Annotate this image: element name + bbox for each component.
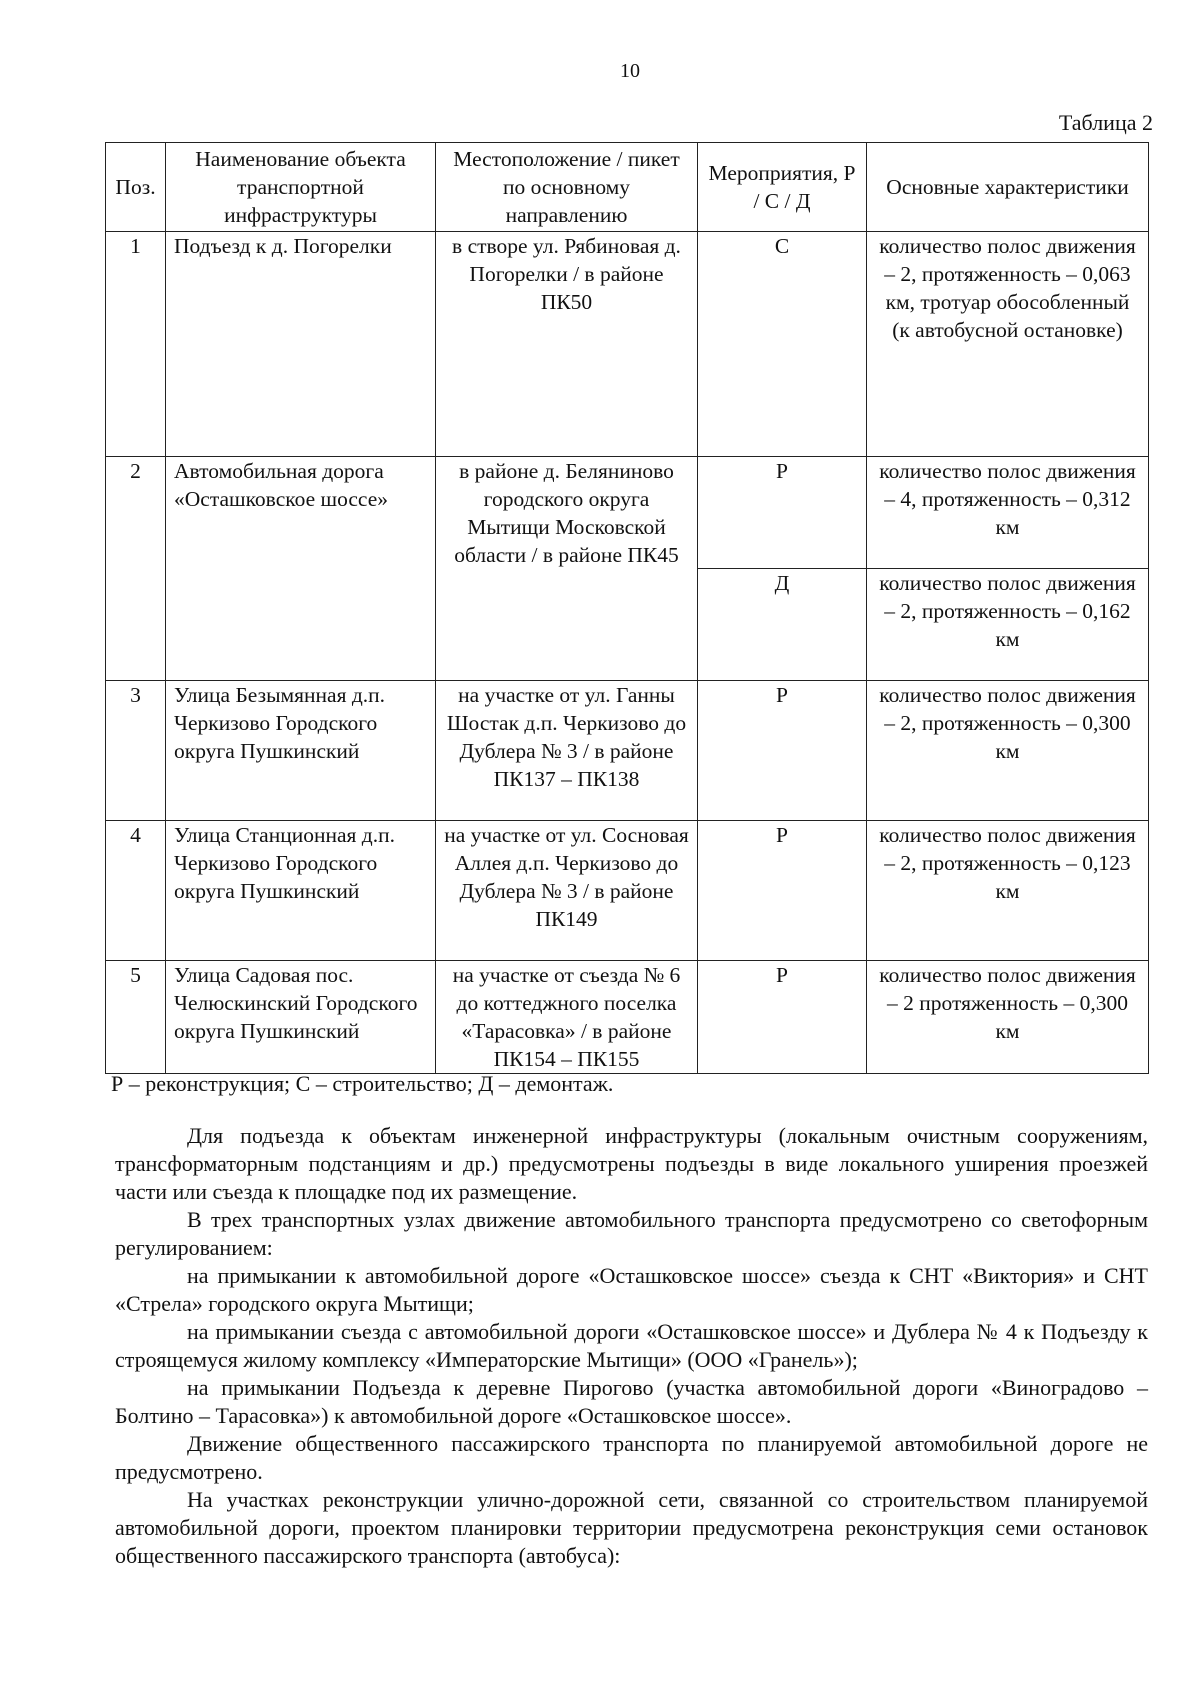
- row-characteristics-b: количество полос движения – 2, протяженность – 0,162 км: [867, 569, 1149, 681]
- row-name: Подъезд к д. Погорелки: [166, 232, 436, 457]
- body-text: [115, 1122, 1148, 1570]
- table-row: [106, 457, 1149, 569]
- header-characteristics: Основные характеристики: [867, 143, 1149, 232]
- paragraph: на примыкании к автомобильной дороге «Осташковское шоссе» съезда к СНТ «Виктория» и СНТ «Стрела» городского округа Мытищи;: [115, 1263, 1148, 1316]
- row-location: на участке от ул. Сосновая Аллея д.п. Черкизово до Дублера № 3 / в районе ПК149: [436, 821, 698, 961]
- row-pos: 4: [106, 821, 166, 961]
- table-row: [106, 232, 1149, 457]
- paragraph: Для подъезда к объектам инженерной инфраструктуры (локальным очистным сооружениям, трансформаторным подстанциям и др.) предусмотрены подъезды в виде локального уширения проезжей части или съезда к площадке под их размещение.: [115, 1123, 1148, 1204]
- paragraph: Движение общественного пассажирского транспорта по планируемой автомобильной дороге не предусмотрено.: [115, 1431, 1148, 1484]
- row-pos: 5: [106, 961, 166, 1074]
- table-legend: Р – реконструкция; С – строительство; Д – демонтаж.: [111, 1071, 614, 1096]
- header-pos: Поз.: [106, 143, 166, 232]
- row-name: Улица Безымянная д.п. Черкизово Городского округа Пушкинский: [166, 681, 436, 821]
- infrastructure-table: [105, 142, 1149, 1074]
- table-caption: Таблица 2: [1058, 110, 1153, 135]
- row-pos: 2: [106, 457, 166, 681]
- row-action: Р: [698, 961, 867, 1074]
- row-pos: 1: [106, 232, 166, 457]
- row-characteristics: количество полос движения – 2, протяженность – 0,123 км: [867, 821, 1149, 961]
- table-row: [106, 961, 1149, 1074]
- row-action: Р: [698, 457, 867, 569]
- row-name: Улица Станционная д.п. Черкизово Городского округа Пушкинский: [166, 821, 436, 961]
- row-location: в створе ул. Рябиновая д. Погорелки / в районе ПК50: [436, 232, 698, 457]
- row-action: Р: [698, 681, 867, 821]
- row-name: Улица Садовая пос. Челюскинский Городского округа Пушкинский: [166, 961, 436, 1074]
- paragraph: В трех транспортных узлах движение автомобильного транспорта предусмотрено со светофорным регулированием:: [115, 1207, 1148, 1260]
- row-location: на участке от съезда № 6 до коттеджного поселка «Тарасовка» / в районе ПК154 – ПК155: [436, 961, 698, 1074]
- row-action: С: [698, 232, 867, 457]
- row-name: Автомобильная дорога «Осташковское шоссе»: [166, 457, 436, 681]
- table-row: [106, 681, 1149, 821]
- header-actions: Мероприятия, Р / С / Д: [698, 143, 867, 232]
- paragraph: На участках реконструкции улично-дорожной сети, связанной со строительством планируемой автомобильной дороги, проектом планировки территории предусмотрена реконструкция семи остановок общественного пассажирского транспорта (автобуса):: [115, 1487, 1148, 1568]
- header-name: Наименование объекта транспортной инфраструктуры: [166, 143, 436, 232]
- row-action: Р: [698, 821, 867, 961]
- row-characteristics: количество полос движения – 2, протяженность – 0,063 км, тротуар обособленный (к автобусной остановке): [867, 232, 1149, 457]
- row-characteristics: количество полос движения – 2 протяженность – 0,300 км: [867, 961, 1149, 1074]
- row-pos: 3: [106, 681, 166, 821]
- row-characteristics: количество полос движения – 4, протяженность – 0,312 км: [867, 457, 1149, 569]
- paragraph: на примыкании съезда с автомобильной дороги «Осташковское шоссе» и Дублера № 4 к Подъезду к строящемуся жилому комплексу «Императорские Мытищи» (ООО «Гранель»);: [115, 1319, 1148, 1372]
- row-location: в районе д. Белянинoво городского округа Мытищи Московской области / в районе ПК45: [436, 457, 698, 681]
- row-characteristics: количество полос движения – 2, протяженность – 0,300 км: [867, 681, 1149, 821]
- row-action-b: Д: [698, 569, 867, 681]
- header-location: Местоположение / пикет по основному направлению: [436, 143, 698, 232]
- page-number: 10: [620, 60, 640, 82]
- paragraph: на примыкании Подъезда к деревне Пирогово (участка автомобильной дороги «Виноградово – Болтино – Тарасовка») к автомобильной дороге «Осташковское шоссе».: [115, 1375, 1148, 1428]
- row-location: на участке от ул. Ганны Шостак д.п. Черкизово до Дублера № 3 / в районе ПК137 – ПК138: [436, 681, 698, 821]
- table-row: [106, 821, 1149, 961]
